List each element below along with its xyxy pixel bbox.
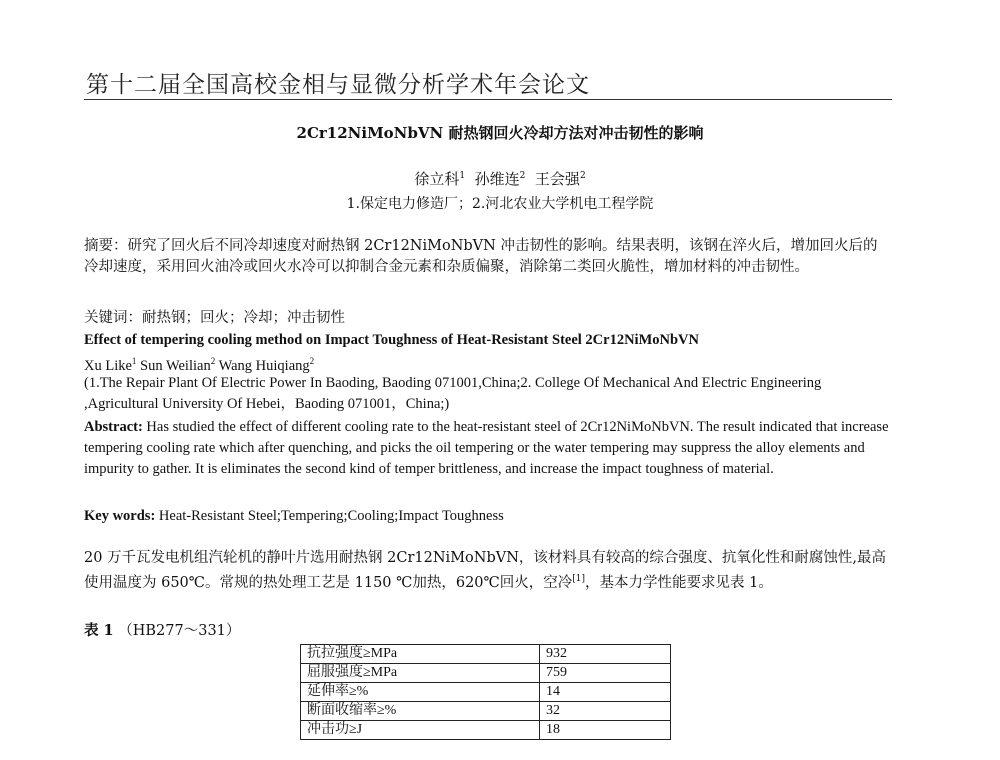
keywords-en-text: Heat-Resistant Steel;Tempering;Cooling;Impact Toughness [158, 508, 504, 524]
table-value: 759 [540, 664, 671, 683]
author-en-sup: 1 [131, 356, 137, 366]
author-en-name: Sun Weilian [140, 357, 211, 374]
citation-ref: [1] [572, 574, 585, 584]
author-line [0, 168, 1000, 189]
table-row [301, 664, 671, 683]
keywords-en [84, 506, 890, 527]
title-en: Effect of tempering cooling method on Impact Toughness of Heat-Resistant Steel 2Cr12NiMoNbVN [84, 332, 699, 348]
table-caption [84, 620, 890, 642]
author-en-sup: 2 [309, 356, 315, 366]
author-name: 孙维连 [474, 170, 520, 188]
running-header: 第十二届全国高校金相与显微分析学术年会论文 [86, 72, 590, 98]
table-caption-note: （HB277～331） [118, 623, 241, 639]
abstract-en [84, 417, 890, 480]
abstract-en-text: Has studied the effect of different cooling rate to the heat-resistant steel of 2Cr12NiMoNbVN. The result indicated that increase tempering cooling rate which after quenching, and picks the oil tempering or the water tempering may suppress the alloy elements and impurity to gather. It is eliminates the second kind of temper brittleness, and increase the impact toughness of material. [84, 419, 889, 477]
affiliation-en: (1.The Repair Plant Of Electric Power In Baoding, Baoding 071001,China;2. College Of Mechanical And Electric Engineering ,Agricultural University Of Hebei，Baoding 071001，China;) [84, 375, 822, 412]
author-name: 徐立科 [414, 170, 460, 188]
header-rule [84, 99, 892, 100]
author-name: 王会强 [534, 170, 580, 188]
keywords-en-label: Key words: [84, 508, 156, 524]
author-en-name: Xu Like [84, 357, 132, 374]
author-sup: 2 [519, 171, 526, 181]
body-paragraph [84, 548, 890, 594]
paper-title: 2Cr12NiMoNbVN 耐热钢回火冷却方法对冲击韧性的影响 [296, 124, 704, 142]
affiliation: 1.保定电力修造厂；2.河北农业大学机电工程学院 [346, 196, 654, 212]
table-key: 屈服强度≥MPa [301, 664, 540, 683]
table-value: 14 [540, 683, 671, 702]
table-key: 断面收缩率≥% [301, 702, 540, 721]
table-row [301, 702, 671, 721]
author-sup: 1 [459, 171, 466, 181]
table-caption-label: 表 1 [84, 622, 114, 639]
table-row [301, 721, 671, 740]
table-value: 32 [540, 702, 671, 721]
table-value: 932 [540, 645, 671, 664]
table-value: 18 [540, 721, 671, 740]
abstract-cn: 摘要：研究了回火后不同冷却速度对耐热钢 2Cr12NiMoNbVN 冲击韧性的影响。结果表明，该钢在淬火后，增加回火后的冷却速度，采用回火油冷或回火水冷可以抑制合金元素和杂质偏聚，消除第二类回火脆性，增加材料的冲击韧性。 [84, 238, 878, 275]
table-key: 延伸率≥% [301, 683, 540, 702]
author-en-name: Wang Huiqiang [218, 357, 310, 374]
keywords-cn: 关键词：耐热钢；回火；冷却；冲击韧性 [84, 310, 345, 326]
table-row [301, 645, 671, 664]
table-key: 抗拉强度≥MPa [301, 645, 540, 664]
table-key: 冲击功≥J [301, 721, 540, 740]
table-row [301, 683, 671, 702]
properties-table [300, 644, 671, 740]
abstract-en-label: Abstract: [84, 419, 143, 435]
author-en-sup: 2 [210, 356, 216, 366]
body-text: 20 万千瓦发电机组汽轮机的静叶片选用耐热钢 2Cr12NiMoNbVN，该材料具有较高的综合强度、抗氧化性和耐腐蚀性,最高使用温度为 650℃。常规的热处理工艺是 1150 ℃加热，620℃回火，空冷 [84, 550, 887, 591]
body-text-end: ，基本力学性能要求见表 1。 [585, 574, 773, 591]
author-sup: 2 [579, 171, 586, 181]
